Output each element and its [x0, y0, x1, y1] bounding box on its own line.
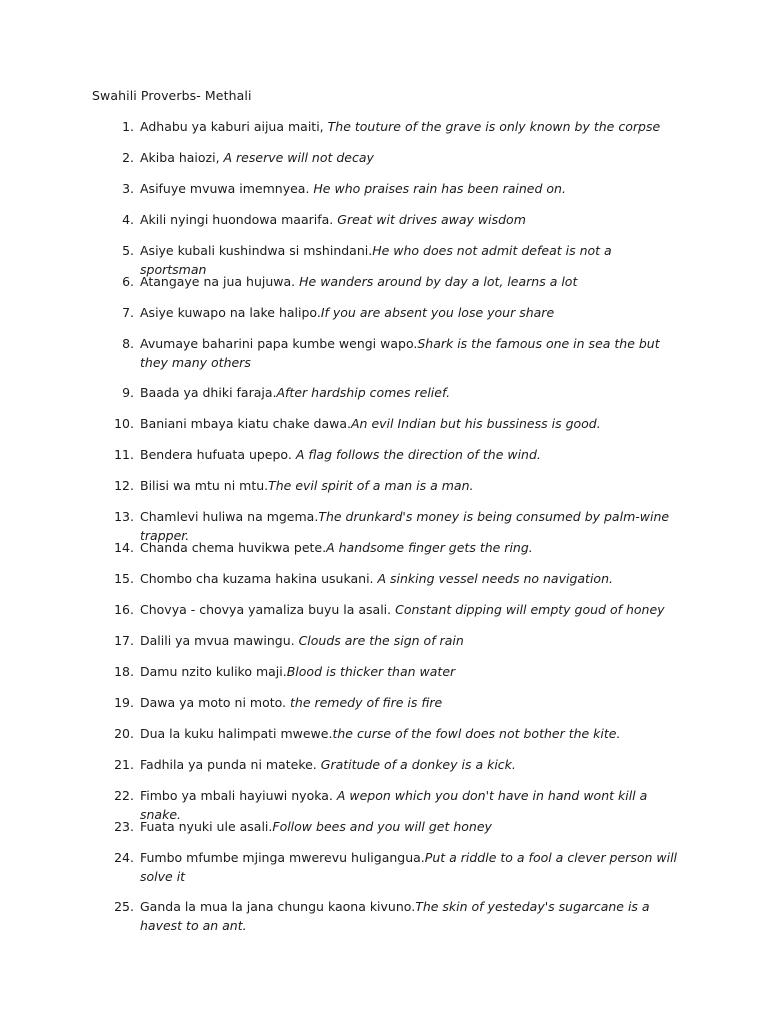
proverb-swahili: Damu nzito kuliko maji.: [140, 664, 287, 679]
proverb-number: 12.: [114, 478, 134, 493]
proverb-swahili: Asifuye mvuwa imemnyea.: [140, 181, 310, 196]
proverb-text: [140, 538, 680, 557]
proverb-swahili: Bilisi wa mtu ni mtu.: [140, 478, 269, 493]
proverb-number: 3.: [122, 181, 134, 196]
proverb-english: He who does not admit defeat is not a sportsman: [140, 243, 612, 277]
proverb-english: The drunkard's money is being consumed by palm-wine trapper.: [140, 509, 670, 543]
proverb-english: The skin of yesteday's sugarcane is a havest to an ant.: [140, 899, 650, 933]
proverb-swahili: Asiye kuwapo na lake halipo.: [140, 305, 321, 320]
proverb-text: [140, 848, 680, 886]
proverb-text: [140, 210, 680, 229]
proverb-swahili: Baniani mbaya kiatu chake dawa.: [140, 416, 351, 431]
proverb-number: 19.: [114, 695, 134, 710]
proverb-text: [140, 897, 680, 935]
proverb-english: He wanders around by day a lot, learns a lot: [295, 274, 578, 289]
proverb-english: Gratitude of a donkey is a kick.: [316, 757, 516, 772]
proverb-swahili: Avumaye baharini papa kumbe wengi wapo.: [140, 336, 418, 351]
proverb-number: 1.: [122, 119, 134, 134]
proverb-number: 9.: [122, 385, 134, 400]
proverb-text: [140, 631, 680, 650]
proverb-swahili: Chovya - chovya yamaliza buyu la asali.: [140, 602, 392, 617]
proverb-number: 23.: [114, 819, 134, 834]
proverb-text: [140, 569, 680, 588]
proverb-english: He who praises rain has been rained on.: [309, 181, 566, 196]
proverb-english: The touture of the grave is only known by the corpse: [323, 119, 661, 134]
proverb-swahili: Fuata nyuki ule asali.: [140, 819, 273, 834]
proverb-swahili: Dawa ya moto ni moto.: [140, 695, 287, 710]
proverb-swahili: Dalili ya mvua mawingu.: [140, 633, 295, 648]
proverb-swahili: Chombo cha kuzama hakina usukani.: [140, 571, 374, 586]
proverb-swahili: Fimbo ya mbali hayiuwi nyoka.: [140, 788, 333, 803]
proverb-english: Constant dipping will empty goud of honey: [391, 602, 665, 617]
proverb-text: [140, 662, 680, 681]
proverb-swahili: Dua la kuku halimpati mwewe.: [140, 726, 333, 741]
proverb-number: 11.: [114, 447, 134, 462]
proverb-number: 17.: [114, 633, 134, 648]
proverb-english: A handsome finger gets the ring.: [326, 540, 533, 555]
proverb-swahili: Asiye kubali kushindwa si mshindani.: [140, 243, 373, 258]
proverb-number: 4.: [122, 212, 134, 227]
proverb-number: 8.: [122, 336, 134, 351]
proverb-swahili: Chamlevi huliwa na mgema.: [140, 509, 319, 524]
proverb-number: 20.: [114, 726, 134, 741]
proverb-english: the curse of the fowl does not bother the kite.: [332, 726, 621, 741]
proverb-text: [140, 693, 680, 712]
proverb-number: 16.: [114, 602, 134, 617]
proverb-text: [140, 414, 680, 433]
proverb-text: [140, 817, 680, 836]
proverb-number: 14.: [114, 540, 134, 555]
proverb-number: 25.: [114, 899, 134, 914]
proverb-english: A wepon which you don't have in hand wont kill a snake.: [140, 788, 648, 822]
proverb-swahili: Akiba haiozi,: [140, 150, 220, 165]
proverb-number: 7.: [122, 305, 134, 320]
proverb-text: [140, 334, 680, 372]
proverb-number: 18.: [114, 664, 134, 679]
proverb-text: [140, 600, 680, 619]
proverb-english: the remedy of fire is fire: [286, 695, 443, 710]
proverb-number: 21.: [114, 757, 134, 772]
proverb-swahili: Akili nyingi huondowa maarifa.: [140, 212, 334, 227]
document-title: Swahili Proverbs- Methali: [92, 88, 252, 103]
proverb-swahili: Ganda la mua la jana chungu kaona kivuno.: [140, 899, 416, 914]
proverb-english: An evil Indian but his bussiness is good.: [351, 416, 601, 431]
proverb-english: Great wit drives away wisdom: [333, 212, 526, 227]
proverb-swahili: Bendera hufuata upepo.: [140, 447, 292, 462]
proverb-number: 15.: [114, 571, 134, 586]
proverb-text: [140, 117, 680, 136]
proverb-text: [140, 383, 680, 402]
proverb-swahili: Fumbo mfumbe mjinga mwerevu huligangua.: [140, 850, 425, 865]
proverb-english: A flag follows the direction of the wind.: [291, 447, 541, 462]
proverb-swahili: Adhabu ya kaburi aijua maiti,: [140, 119, 324, 134]
proverb-text: [140, 303, 680, 322]
proverb-text: [140, 476, 680, 495]
proverb-swahili: Chanda chema huvikwa pete.: [140, 540, 327, 555]
proverb-english: Put a riddle to a fool a clever person will solve it: [140, 850, 678, 884]
proverb-number: 6.: [122, 274, 134, 289]
proverb-english: If you are absent you lose your share: [320, 305, 555, 320]
proverb-text: [140, 272, 680, 291]
proverb-english: Follow bees and you will get honey: [272, 819, 492, 834]
proverb-english: Clouds are the sign of rain: [294, 633, 464, 648]
proverb-english: A sinking vessel needs no navigation.: [373, 571, 613, 586]
proverb-number: 2.: [122, 150, 134, 165]
proverb-text: [140, 755, 680, 774]
proverb-english: A reserve will not decay: [219, 150, 374, 165]
proverb-text: [140, 445, 680, 464]
proverb-number: 13.: [114, 509, 134, 524]
proverb-number: 22.: [114, 788, 134, 803]
proverb-english: The evil spirit of a man is a man.: [268, 478, 474, 493]
proverb-number: 24.: [114, 850, 134, 865]
proverb-text: [140, 724, 680, 743]
proverb-swahili: Fadhila ya punda ni mateke.: [140, 757, 317, 772]
proverb-swahili: Baada ya dhiki faraja.: [140, 385, 277, 400]
proverb-english: Shark is the famous one in sea the but they many others: [140, 336, 660, 370]
proverb-english: Blood is thicker than water: [286, 664, 456, 679]
proverb-text: [140, 148, 680, 167]
proverb-english: After hardship comes relief.: [276, 385, 451, 400]
proverb-number: 10.: [114, 416, 134, 431]
proverb-text: [140, 179, 680, 198]
proverb-swahili: Atangaye na jua hujuwa.: [140, 274, 296, 289]
proverb-number: 5.: [122, 243, 134, 258]
